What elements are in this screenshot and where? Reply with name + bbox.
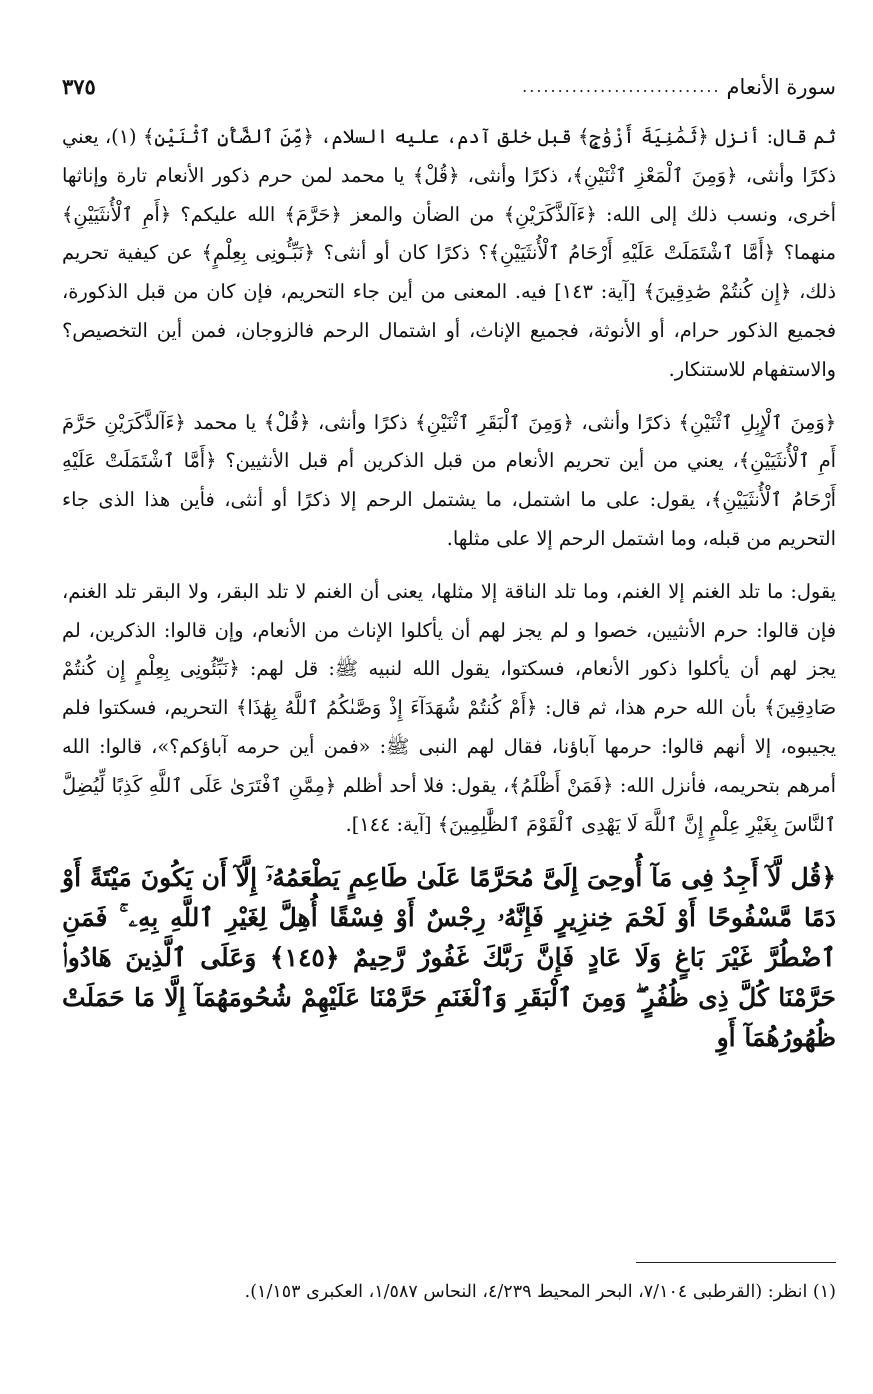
- footnote-separator: [636, 1262, 836, 1263]
- paragraph-3: يقول: ما تلد الغنم إلا الغنم، وما تلد الناقة إلا مثلها، يعنى أن الغنم لا تلد البقر، ولا البقر تلد الغنم، فإن قالوا: حرم الأنثيين، خصوا و لم يجز لهم أن يأكلوا الإناث من الأنعام، وإن قالوا: الذكرين، لم يجز لهم أن يأكلوا ذكور الأنعام، فسكتوا، يقول الله لنبيه ﷺ: قل لهم: ﴿نَبِّئُونِى بِعِلْمٍ إِن كُنتُمْ صَادِقِينَ﴾ بأن الله حرم هذا، ثم قال: ﴿أَمْ كُنتُمْ شُهَدَآءَ إِذْ وَصَّىٰكُمُ ٱللَّهُ بِهَٰذَا﴾ التحريم، فسكتوا فلم يجيبوه، إلا أنهم قالوا: حرمها آباؤنا، فقال لهم النبى ﷺ: «فمن أين حرمه آباؤكم؟»، قالوا: الله أمرهم بتحريمه، فأنزل الله: ﴿فَمَنْ أَظْلَمُ﴾، يقول: فلا أحد أظلم ﴿مِمَّنِ ٱفْتَرَىٰ عَلَى ٱللَّهِ كَذِبًا لِّيُضِلَّ ٱلنَّاسَ بِغَيْرِ عِلْمٍ إِنَّ ٱللَّهَ لَا يَهْدِى ٱلْقَوْمَ ٱلظَّٰلِمِينَ﴾ [آية: ١٤٤].: [62, 579, 836, 836]
- footnote: (١) انظر: (القرطبى ٧/١٠٤، البحر المحيط ٤/٢٣٩، النحاس ١/٥٨٧، العكبرى ١/١٥٣).: [244, 1282, 836, 1302]
- header-leader-dots: ............................: [522, 77, 721, 96]
- page-body: [62, 118, 836, 1058]
- paragraph-2: ﴿وَمِنَ ٱلْإِبِلِ ٱثْنَيْنِ﴾ ذكرًا وأنثى، ﴿وَمِنَ ٱلْبَقَرِ ٱثْنَيْنِ﴾ ذكرًا وأنثى، ﴿قُلْ﴾ يا محمد ﴿ءَآلذَّكَرَيْنِ حَرَّمَ أَمِ ٱلْأُنثَيَيْنِ﴾، يعني من أين تحريم الأنعام من قبل الذكرين أم قبل الأنثيين؟ ﴿أَمَّا ٱشْتَمَلَتْ عَلَيْهِ أَرْحَامُ ٱلْأُنثَيَيْنِ﴾، يقول: على ما اشتمل، ما يشتمل الرحم إلا ذكرًا أو أنثى، فأين هذا الذى جاء التحريم من قبله، وما اشتمل الرحم إلا على مثلها.: [62, 410, 836, 550]
- surah-title: سورة الأنعام: [726, 75, 836, 99]
- page-number: ٣٧٥: [62, 74, 96, 99]
- page-header: [62, 70, 836, 104]
- paragraph-1: ثم قال: أنزل ﴿ثَمَٰنِيَةَ أَزْوَٰجٍ﴾ قبل خلق آدم، عليه السلام، ﴿مِّنَ ٱلضَّأْنِ ٱثْنَيْنِ﴾ (١)، يعني ذكرًا وأنثى، ﴿وَمِنَ ٱلْمَعْزِ ٱثْنَيْنِ﴾، ذكرًا وأنثى، ﴿قُلْ﴾ يا محمد لمن حرم ذكور الأنعام تارة وإناثها أخرى، ونسب ذلك إلى الله: ﴿ءَآلذَّكَرَيْنِ﴾ من الضأن والمعز ﴿حَرَّمَ﴾ الله عليكم؟ ﴿أَمِ ٱلْأُنثَيَيْنِ﴾ منهما؟ ﴿أَمَّا ٱشْتَمَلَتْ عَلَيْهِ أَرْحَامُ ٱلْأُنثَيَيْنِ﴾؟ ذكرًا كان أو أنثى؟ ﴿نَبِّـُٔونِى بِعِلْمٍ﴾ عن كيفية تحريم ذلك، ﴿إِن كُنتُمْ صَٰدِقِينَ﴾ [آية: ١٤٣] فيه. المعنى من أين جاء التحريم، فإن كان من قبل الذكورة، فجميع الذكور حرام، أو الأنوثة، فجميع الإناث، أو اشتمال الرحم فالزوجان، فمن أين التخصيص؟ والاستفهام للاستنكار.: [62, 125, 837, 381]
- quran-verse-block: ﴿قُل لَّآ أَجِدُ فِى مَآ أُوحِىَ إِلَىَّ مُحَرَّمًا عَلَىٰ طَاعِمٍ يَطْعَمُهُۥٓ إِلَّآ أَن يَكُونَ مَيْتَةً أَوْ دَمًا مَّسْفُوحًا أَوْ لَحْمَ خِنزِيرٍ فَإِنَّهُۥ رِجْسٌ أَوْ فِسْقًا أُهِلَّ لِغَيْرِ ٱللَّهِ بِهِۦ ۚ فَمَنِ ٱضْطُرَّ غَيْرَ بَاغٍ وَلَا عَادٍ فَإِنَّ رَبَّكَ غَفُورٌ رَّحِيمٌ ﴿١٤٥﴾ وَعَلَى ٱلَّذِينَ هَادُوا۟ حَرَّمْنَا كُلَّ ذِى ظُفُرٍ ۖ وَمِنَ ٱلْبَقَرِ وَٱلْغَنَمِ حَرَّمْنَا عَلَيْهِمْ شُحُومَهُمَآ إِلَّا مَا حَمَلَتْ ظُهُورُهُمَآ أَوِ: [62, 863, 836, 1053]
- book-page: [62, 56, 836, 1356]
